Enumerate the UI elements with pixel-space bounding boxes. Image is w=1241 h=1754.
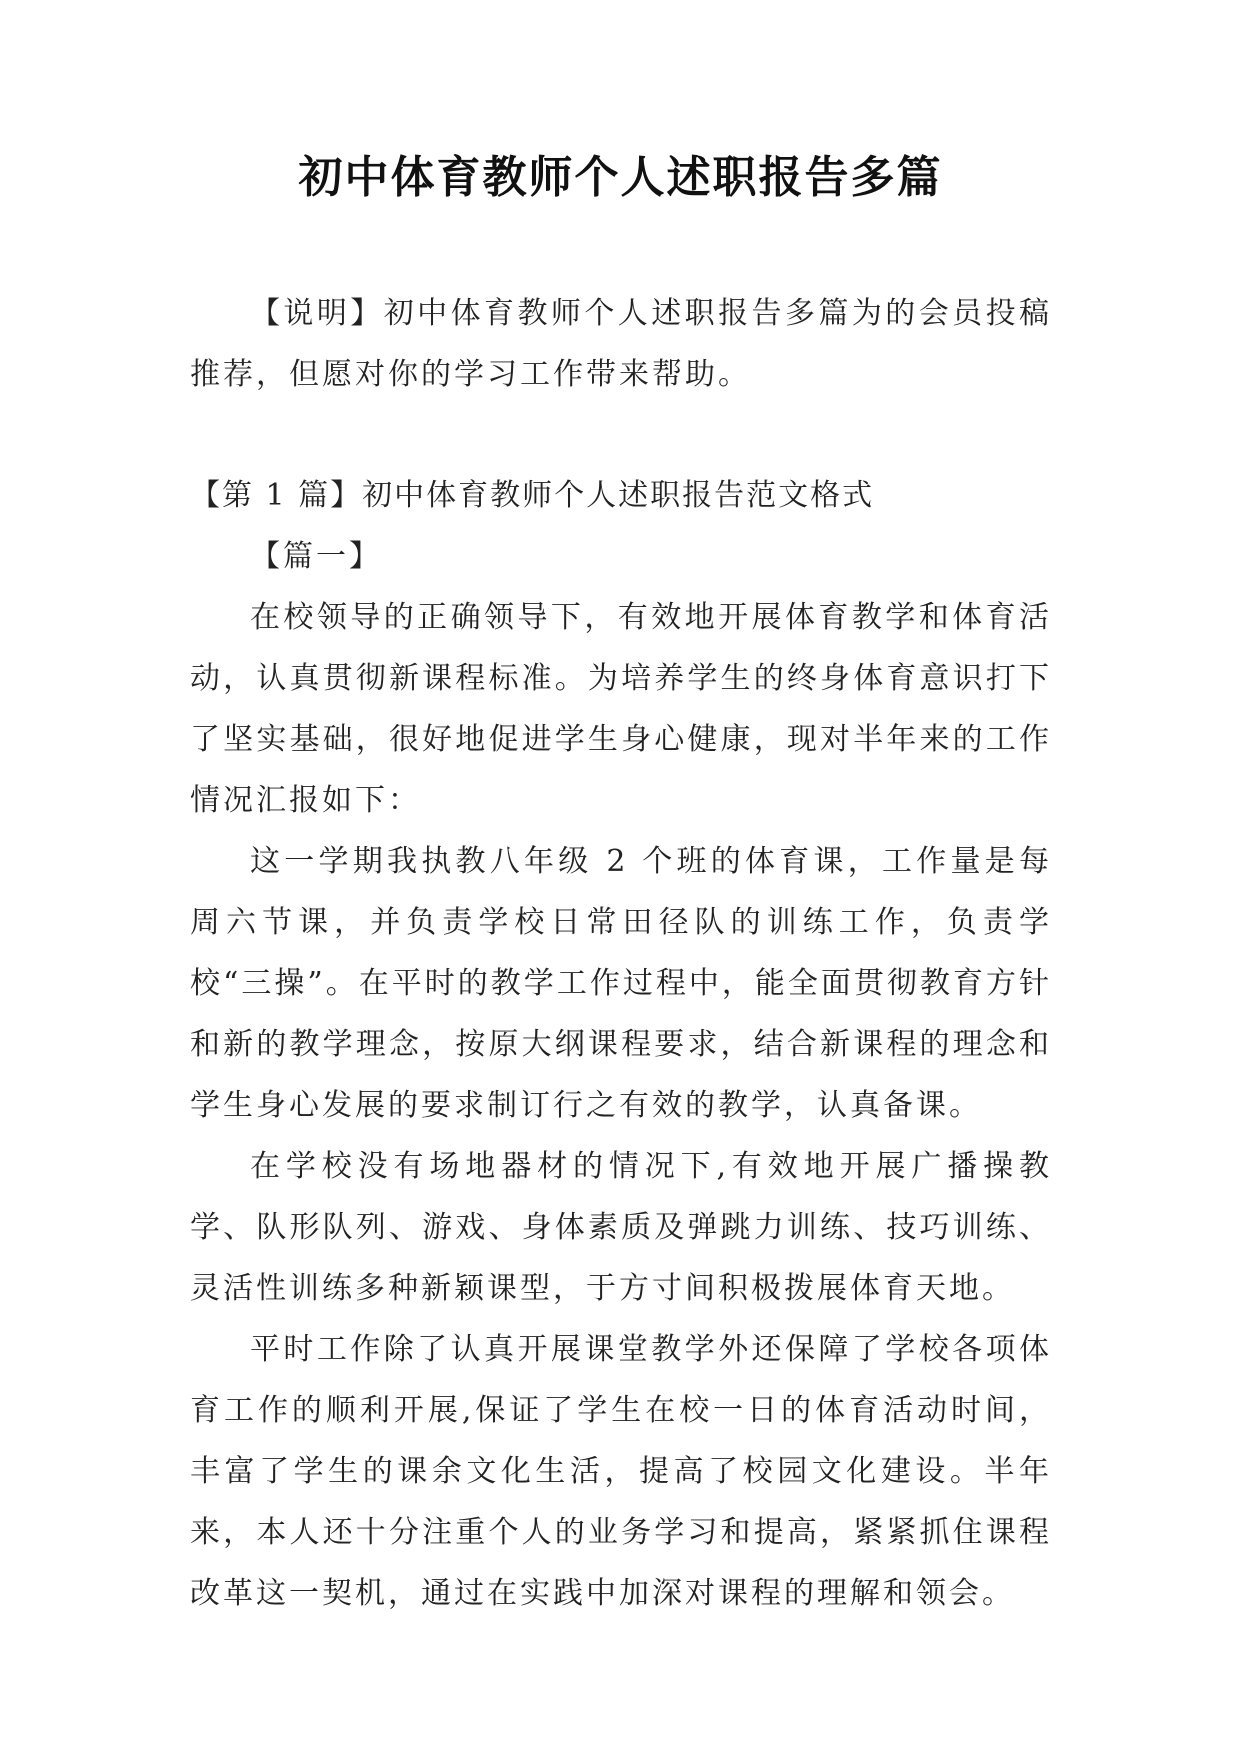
section-heading: 【第 1 篇】初中体育教师个人述职报告范文格式 [190, 478, 875, 513]
subheading: 【篇一】 [250, 539, 382, 574]
body-paragraph: 平时工作除了认真开展课堂教学外还保障了学校各项体育工作的顺利开展,保证了学生在校一日的体育活动时间，丰富了学生的课余文化生活，提高了校园文化建设。半年来，本人还十分注重个人的业务学习和提高，紧紧抓住课程改革这一契机，通过在实践中加深对课程的理解和领会。 [190, 1332, 1052, 1611]
body-paragraph: 在校领导的正确领导下，有效地开展体育教学和体育活动，认真贯彻新课程标准。为培养学生的终身体育意识打下了坚实基础，很好地促进学生身心健康，现对半年来的工作情况汇报如下： [190, 600, 1052, 818]
body-paragraph: 在学校没有场地器材的情况下,有效地开展广播操教学、队形队列、游戏、身体素质及弹跳力训练、技巧训练、灵活性训练多种新颖课型，于方寸间积极拨展体育天地。 [190, 1149, 1052, 1306]
document-body [190, 283, 1052, 1624]
body-paragraph: 这一学期我执教八年级 2 个班的体育课，工作量是每周六节课，并负责学校日常田径队的训练工作，负责学校“三操”。在平时的教学工作过程中，能全面贯彻教育方针和新的教学理念，按原大纲课程要求，结合新课程的理念和学生身心发展的要求制订行之有效的教学，认真备课。 [190, 844, 1052, 1123]
intro-paragraph: 【说明】初中体育教师个人述职报告多篇为的会员投稿推荐，但愿对你的学习工作带来帮助。 [190, 296, 1052, 392]
document-title: 初中体育教师个人述职报告多篇 [298, 152, 943, 203]
